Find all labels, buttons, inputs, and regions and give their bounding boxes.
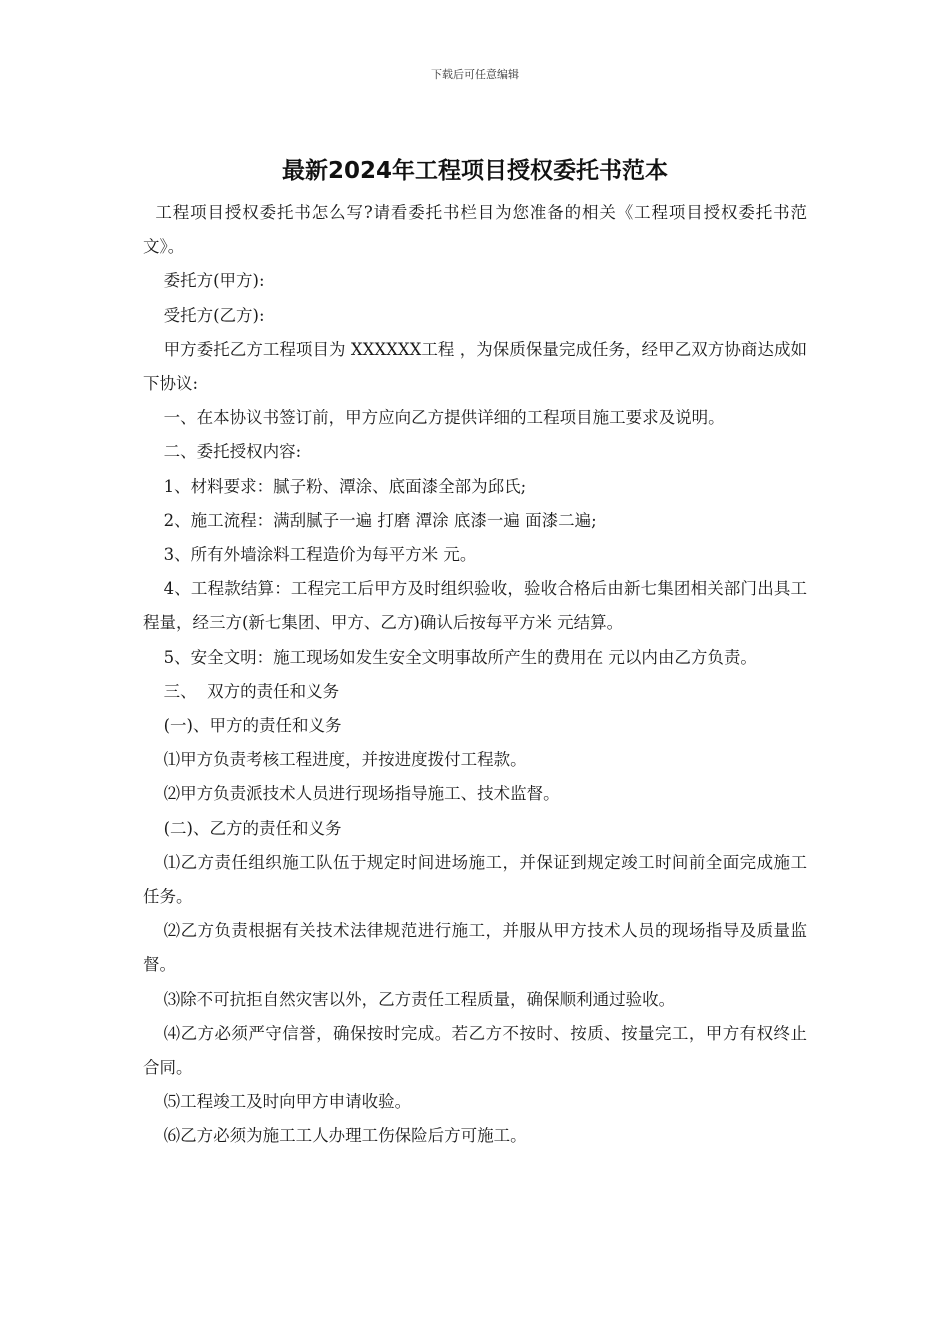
paragraph-party-a-heading: (一)、甲方的责任和义务 bbox=[163, 716, 342, 736]
document-title: 最新2024年工程项目授权委托书范本 bbox=[281, 158, 668, 184]
paragraph-contractor: 受托方(乙方): bbox=[163, 305, 265, 325]
header-note: 下载后可任意编辑 bbox=[431, 68, 519, 81]
paragraph-party-b-1: ⑴乙方责任组织施工队伍于规定时间进场施工，并保证到规定竣工时间前全面完成施工任务。 bbox=[143, 852, 807, 907]
paragraph-item-2: 2、施工流程：满刮腻子一遍 打磨 潭涂 底漆一遍 面漆二遍; bbox=[163, 510, 597, 530]
paragraph-item-1: 1、材料要求：腻子粉、潭涂、底面漆全部为邱氏; bbox=[163, 476, 527, 496]
paragraph-party-a-2: ⑵甲方负责派技术人员进行现场指导施工、技术监督。 bbox=[163, 784, 560, 804]
paragraph-party-b-6: ⑹乙方必须为施工工人办理工伤保险后方可施工。 bbox=[163, 1126, 527, 1146]
paragraph-party-b-4: ⑷乙方必须严守信誉，确保按时完成。若乙方不按时、按质、按量完工，甲方有权终止合同。 bbox=[143, 1023, 807, 1078]
paragraph-party-a-1: ⑴甲方负责考核工程进度，并按进度拨付工程款。 bbox=[163, 750, 527, 770]
paragraph-section-3: 三、 双方的责任和义务 bbox=[163, 681, 340, 701]
paragraph-agreement: 甲方委托乙方工程项目为 XXXXXX工程 ，为保质保量完成任务，经甲乙双方协商达成如下协议: bbox=[143, 339, 807, 394]
paragraph-section-2: 二、委托授权内容: bbox=[163, 442, 302, 462]
paragraph-client: 委托方(甲方): bbox=[163, 271, 265, 291]
paragraph-item-4: 4、工程款结算：工程完工后甲方及时组织验收，验收合格后由新七集团相关部门出具工程量，经三方(新七集团、甲方、乙方)确认后按每平方米 元结算。 bbox=[143, 579, 807, 633]
paragraph-party-b-heading: (二)、乙方的责任和义务 bbox=[163, 818, 342, 838]
paragraph-item-5: 5、安全文明：施工现场如发生安全文明事故所产生的费用在 元以内由乙方负责。 bbox=[163, 647, 757, 667]
document-body bbox=[143, 196, 807, 1154]
paragraph-section-1: 一、在本协议书签订前，甲方应向乙方提供详细的工程项目施工要求及说明。 bbox=[163, 408, 725, 428]
paragraph-party-b-2: ⑵乙方负责根据有关技术法律规范进行施工，并服从甲方技术人员的现场指导及质量监督。 bbox=[143, 921, 807, 975]
paragraph-party-b-5: ⑸工程竣工及时向甲方申请收验。 bbox=[163, 1092, 412, 1112]
paragraph-item-3: 3、所有外墙涂料工程造价为每平方米 元。 bbox=[163, 545, 477, 565]
paragraph-party-b-3: ⑶除不可抗拒自然灾害以外，乙方责任工程质量，确保顺利通过验收。 bbox=[163, 989, 676, 1009]
paragraph-intro: 工程项目授权委托书怎么写?请看委托书栏目为您准备的相关《工程项目授权委托书范文》。 bbox=[143, 203, 807, 257]
